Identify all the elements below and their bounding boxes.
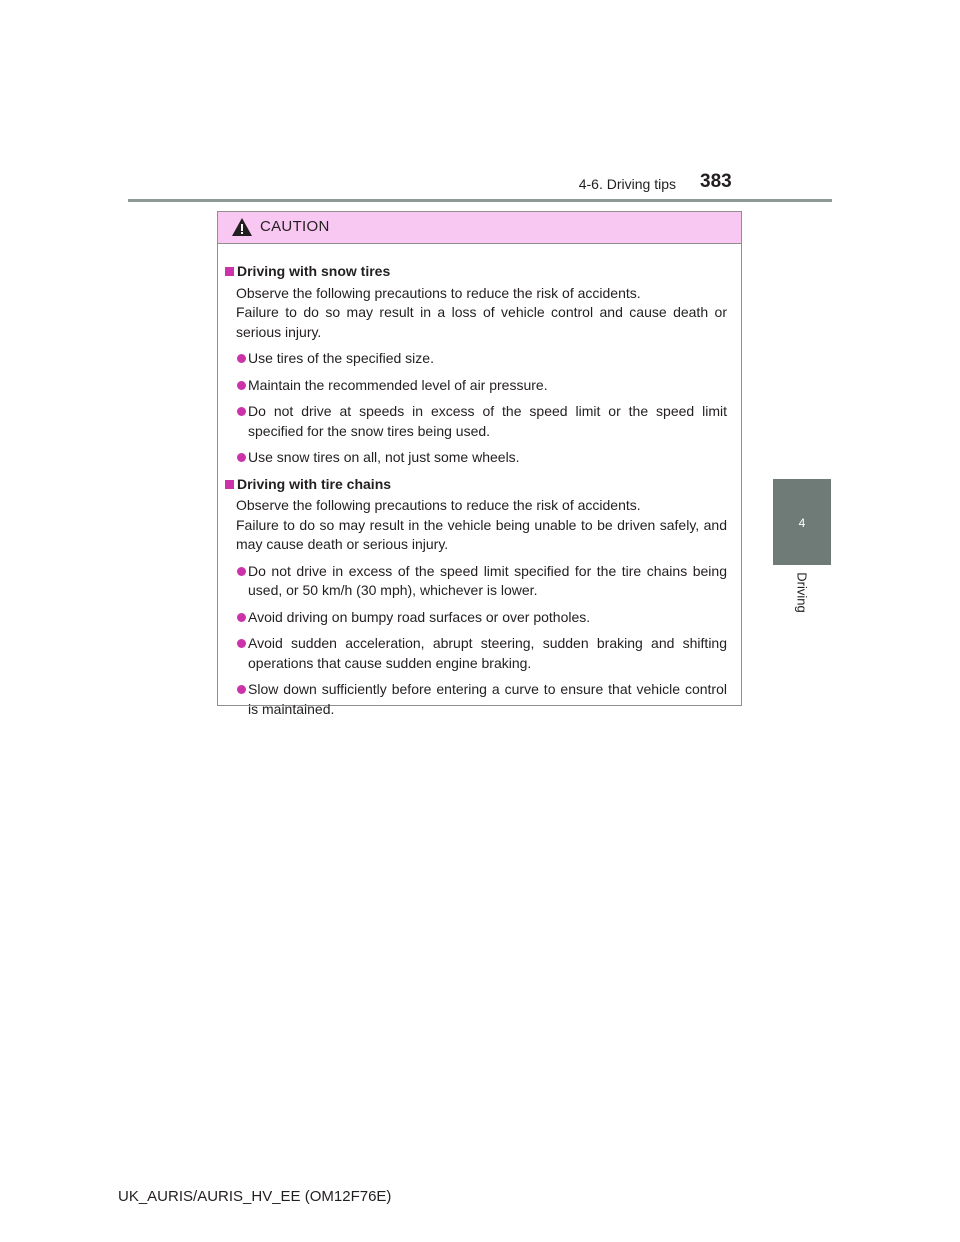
- chapter-label-text: Driving: [794, 572, 810, 613]
- section-heading: [218, 475, 741, 495]
- chapter-number: 4: [798, 516, 806, 530]
- warning-triangle-icon: [231, 217, 253, 237]
- dot-bullet-icon: [237, 685, 246, 694]
- bullet-list: [218, 562, 741, 720]
- section-text: Observe the following precautions to reduce the risk of accidents.: [236, 497, 641, 513]
- section-text: Observe the following precautions to reduce the risk of accidents.: [236, 284, 641, 301]
- section-heading-text: Driving with snow tires: [237, 263, 391, 279]
- dot-bullet-icon: [237, 407, 246, 416]
- caution-header: [218, 212, 741, 244]
- list-item: [248, 402, 727, 441]
- caution-box: [217, 211, 742, 717]
- list-item-text: Slow down sufficiently before entering a curve to ensure that vehicle control is maintained.: [248, 681, 727, 717]
- dot-bullet-icon: [237, 639, 246, 648]
- caution-title: CAUTION: [260, 218, 330, 235]
- footer-manual-code: UK_AURIS/AURIS_HV_EE (OM12F76E): [118, 1188, 392, 1205]
- square-bullet-icon: [225, 480, 234, 489]
- chapter-side-tab[interactable]: [773, 479, 831, 565]
- square-bullet-icon: [225, 267, 234, 276]
- section-text: Failure to do so may result in a loss of vehicle control and cause death or serious injury.: [236, 304, 727, 340]
- list-item-text: Use tires of the specified size.: [248, 350, 434, 366]
- list-item: [248, 634, 727, 673]
- list-item: [248, 349, 727, 369]
- list-item: [248, 562, 727, 601]
- page-number: 383: [700, 171, 732, 192]
- list-item: [248, 376, 727, 396]
- section-heading-text: Driving with tire chains: [237, 475, 392, 492]
- list-item-text: Use snow tires on all, not just some wheels.: [248, 449, 520, 465]
- section-tire-chains: [218, 475, 741, 720]
- list-item-text: Avoid driving on bumpy road surfaces or over potholes.: [248, 608, 591, 625]
- dot-bullet-icon: [237, 354, 246, 363]
- section-snow-tires: [218, 244, 741, 468]
- header-rule: [128, 199, 832, 202]
- list-item-text: Avoid sudden acceleration, abrupt steering, sudden braking and shifting operations that cause sudden engine braking.: [248, 635, 727, 671]
- header-section-title: 4-6. Driving tips: [578, 176, 676, 192]
- bullet-list: [218, 349, 741, 468]
- list-item-text: Maintain the recommended level of air pressure.: [248, 376, 548, 393]
- list-item-text: Do not drive at speeds in excess of the speed limit or the speed limit specified for the snow tires being used.: [248, 403, 727, 439]
- dot-bullet-icon: [237, 381, 246, 390]
- dot-bullet-icon: [237, 453, 246, 462]
- dot-bullet-icon: [237, 567, 246, 576]
- caution-body: [218, 244, 741, 719]
- section-text: Failure to do so may result in the vehicle being unable to be driven safely, and may cause death or serious injury.: [236, 516, 727, 552]
- list-item: [248, 680, 727, 719]
- list-item: [248, 608, 727, 628]
- list-item: [248, 448, 727, 468]
- section-heading: [218, 262, 741, 282]
- dot-bullet-icon: [237, 613, 246, 622]
- list-item-text: Do not drive in excess of the speed limit specified for the tire chains being used, or 50 km/h (30 mph), whichever is lower.: [248, 562, 727, 598]
